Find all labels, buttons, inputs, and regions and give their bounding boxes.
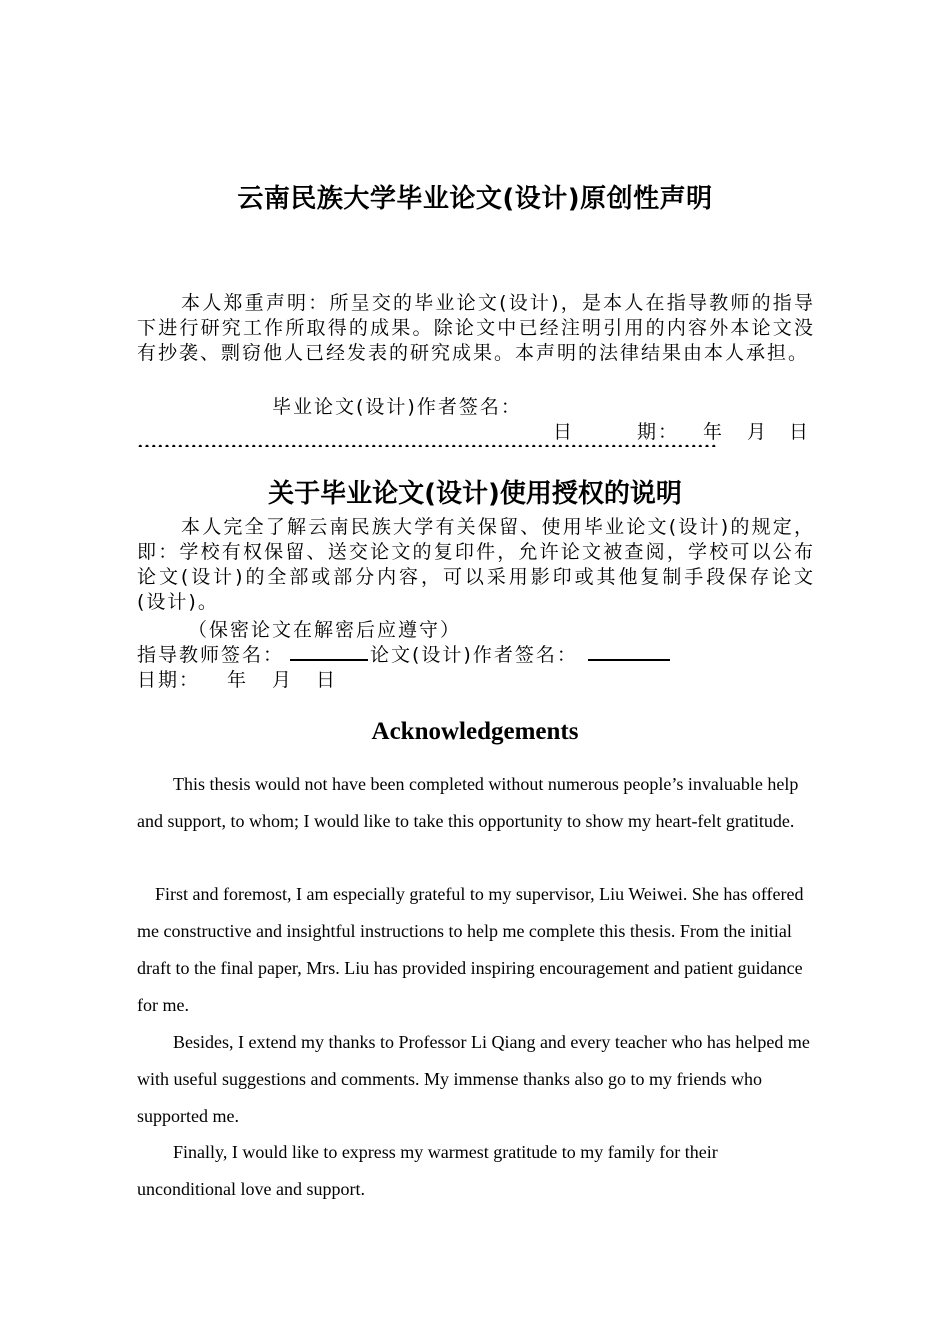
supervisor-signature-blank bbox=[290, 643, 368, 661]
declaration-title: 云南民族大学毕业论文(设计)原创性声明 bbox=[237, 184, 713, 214]
date-label-qi: 期： bbox=[637, 421, 680, 443]
declaration-body: 本人郑重声明：所呈交的毕业论文(设计)，是本人在指导教师的指导下进行研究工作所取得的成果。除论文中已经注明引用的内容外本论文没有抄袭、剽窃他人已经发表的研究成果。本声明的法律结果由本人承担。 bbox=[137, 292, 815, 364]
date-month: 月 bbox=[747, 421, 769, 443]
declaration-signature-label: 毕业论文(设计)作者签名： bbox=[272, 396, 522, 418]
confidential-note: （保密论文在解密后应遵守） bbox=[188, 619, 462, 641]
auth-date-day: 日 bbox=[316, 669, 338, 691]
date-day: 日 bbox=[789, 421, 811, 443]
ack-paragraph: Finally, I would like to express my warmest gratitude to my family for their unconditional love and support. bbox=[137, 1142, 718, 1199]
authorization-title: 关于毕业论文(设计)使用授权的说明 bbox=[268, 479, 682, 509]
signature-line bbox=[137, 640, 670, 667]
auth-date-month: 月 bbox=[272, 669, 294, 691]
supervisor-signature-label: 指导教师签名： bbox=[137, 644, 285, 666]
date-year: 年 bbox=[703, 421, 725, 443]
authorization-date-line bbox=[137, 665, 337, 692]
auth-date-year: 年 bbox=[227, 669, 249, 691]
authorization-body: 本人完全了解云南民族大学有关保留、使用毕业论文(设计)的规定，即：学校有权保留、送交论文的复印件，允许论文被查阅，学校可以公布论文(设计)的全部或部分内容，可以采用影印或其他复制手段保存论文(设计)。 bbox=[137, 516, 815, 613]
auth-date-label: 日期： bbox=[137, 669, 201, 691]
ack-paragraph: First and foremost, I am especially grateful to my supervisor, Liu Weiwei. She has offered me constructive and insightful instructions to help me complete this thesis. From the initial draft to the final paper, Mrs. Liu has provided inspiring encouragement and patient guidance for me. bbox=[137, 884, 804, 1015]
dotted-separator bbox=[137, 437, 787, 447]
ack-paragraph: Besides, I extend my thanks to Professor Li Qiang and every teacher who has helped me with useful suggestions and comments. My immense thanks also go to my friends who supported me. bbox=[137, 1032, 810, 1126]
acknowledgements-title: Acknowledgements bbox=[371, 718, 579, 745]
author-signature-label: 论文(设计)作者签名： bbox=[370, 644, 578, 666]
date-label-ri: 日 bbox=[553, 421, 575, 443]
author-signature-blank bbox=[588, 643, 670, 661]
ack-paragraph: This thesis would not have been completed without numerous people’s invaluable help and support, to whom; I would like to take this opportunity to show my heart-felt gratitude. bbox=[137, 774, 799, 831]
